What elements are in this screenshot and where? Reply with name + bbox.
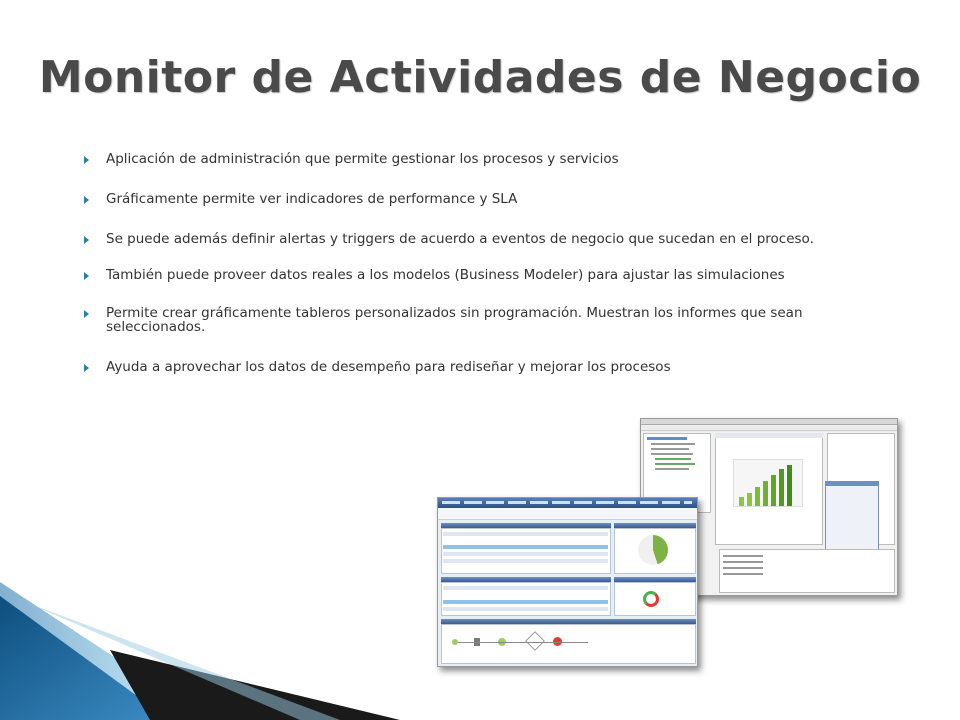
- bullet-text: Aplicación de administración que permite gestionar los procesos y servicios: [106, 151, 619, 167]
- bullet-text: Se puede además definir alertas y triggers de acuerdo a eventos de negocio que sucedan en el proceso.: [106, 231, 814, 247]
- bullet-arrow-icon: [84, 364, 89, 372]
- bullet-arrow-icon: [84, 156, 89, 164]
- bullet-arrow-icon: [84, 196, 89, 204]
- bullet-item: [84, 268, 884, 282]
- bullet-item: [84, 192, 884, 206]
- bullet-text: También puede proveer datos reales a los modelos (Business Modeler) para ajustar las simulaciones: [106, 267, 785, 283]
- bullet-arrow-icon: [84, 236, 89, 244]
- bullet-item: [84, 306, 884, 334]
- slide-title: Monitor de Actividades de Negocio: [38, 52, 922, 103]
- bullet-item: [84, 152, 884, 166]
- bullet-item: [84, 232, 884, 246]
- bullet-text: Ayuda a aprovechar los datos de desempeño para rediseñar y mejorar los procesos: [106, 359, 671, 375]
- dashboard-screenshot: [437, 497, 698, 667]
- bullet-text: Gráficamente permite ver indicadores de performance y SLA: [106, 191, 518, 207]
- bullet-item: [84, 360, 884, 374]
- bullet-arrow-icon: [84, 310, 89, 318]
- bullet-arrow-icon: [84, 272, 89, 280]
- bullet-text: Permite crear gráficamente tableros personalizados sin programación. Muestran los informes que sean seleccionados.: [106, 305, 803, 335]
- decorative-swoosh: [0, 560, 400, 720]
